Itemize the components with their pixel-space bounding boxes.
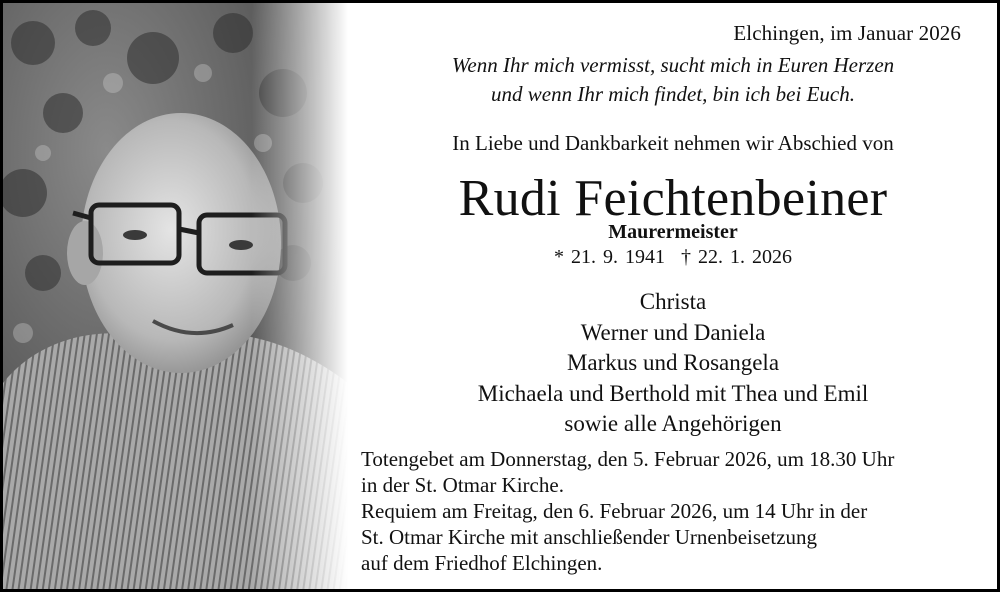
deceased-name: Rudi Feichtenbeiner [458, 170, 888, 227]
portrait-photo [3, 3, 348, 592]
motto-line: Wenn Ihr mich vermisst, sucht mich in Euren Herzen [451, 53, 895, 77]
service-details [361, 446, 981, 576]
mourner-entry: Werner und Daniela [580, 319, 766, 345]
service-line: auf dem Friedhof Elchingen. [361, 551, 603, 575]
birth-date: * 21. 9. 1941 [554, 246, 665, 268]
mourner-entry: Christa [639, 289, 707, 314]
mourner-entry: Markus und Rosangela [566, 350, 780, 375]
life-dates [343, 246, 1000, 269]
place-date: Elchingen, im Januar 2026 [733, 21, 961, 45]
service-line: Requiem am Freitag, den 6. Februar 2026, um 14 Uhr in der [361, 499, 868, 523]
service-line: Totengebet am Donnerstag, den 5. Februar 2026, um 18.30 Uhr [361, 447, 895, 471]
mourner-entry: sowie alle Angehörigen [564, 411, 782, 436]
mourner-entry: Michaela und Berthold mit Thea und Emil [477, 380, 869, 406]
mourners-list [343, 287, 1000, 440]
farewell-intro: In Liebe und Dankbarkeit nehmen wir Abschied von [452, 131, 894, 155]
motto-quote [343, 51, 1000, 109]
motto-line: und wenn Ihr mich findet, bin ich bei Euch. [491, 82, 855, 106]
service-line: St. Otmar Kirche mit anschließender Urnenbeisetzung [361, 525, 818, 549]
death-date: † 22. 1. 2026 [681, 246, 792, 268]
deceased-profession: Maurermeister [608, 221, 738, 243]
service-line: in der St. Otmar Kirche. [361, 473, 564, 497]
text-column [343, 3, 997, 589]
